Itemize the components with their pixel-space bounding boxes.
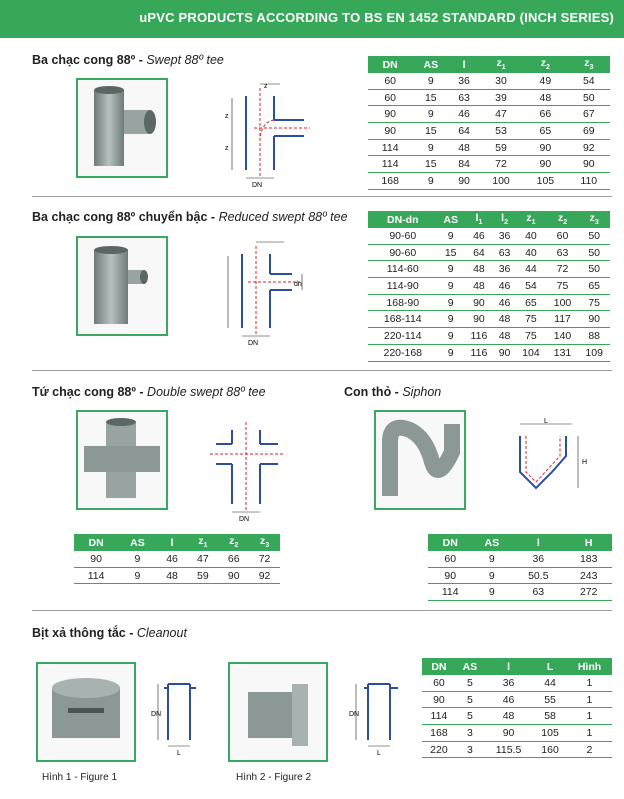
table-cell: 39: [479, 89, 523, 106]
table-header-row: [368, 211, 610, 228]
table-cell: 58: [533, 708, 567, 725]
table-cell: 5: [456, 675, 484, 691]
table-cell: 90: [464, 311, 494, 328]
table-row: [368, 73, 610, 89]
siphon-photo: [374, 410, 466, 510]
column-header: L: [533, 658, 567, 675]
column-header: $z_1$: [515, 211, 547, 228]
table-cell: 9: [438, 311, 464, 328]
table-row: [368, 228, 610, 244]
divider-3: [32, 610, 612, 611]
table-cell: 48: [494, 328, 515, 345]
table-cell: 114: [428, 584, 472, 601]
table-cell: 114-60: [368, 261, 438, 278]
table-cell: 105: [533, 725, 567, 742]
table-row: [368, 244, 610, 261]
table-cell: 109: [578, 344, 610, 361]
cleanout-figure2-diagram: [346, 676, 406, 756]
table-cell: 1: [567, 725, 612, 742]
table-cell: 114: [368, 156, 412, 173]
table-cell: 54: [515, 278, 547, 295]
column-header-subscript: 2: [563, 219, 568, 227]
table-cell: 36: [494, 261, 515, 278]
table-cell: 114: [422, 708, 456, 725]
table-cell: 50.5: [511, 567, 565, 584]
reduced-dn-upper-label: dn: [294, 281, 302, 288]
figure2-caption: Hình 2 - Figure 2: [236, 772, 312, 783]
column-header: $z_3$: [249, 534, 280, 551]
table-cell: 114-90: [368, 278, 438, 295]
table-cell: 220-114: [368, 328, 438, 345]
tee-title-vn: Ba chạc cong 88º -: [32, 53, 147, 67]
divider-2: [32, 370, 612, 371]
siphon-photo-image: [376, 412, 464, 508]
cleanout-title: [32, 626, 187, 640]
table-cell: 15: [412, 156, 449, 173]
table-cell: 9: [438, 344, 464, 361]
cleanout-figure2-image: [230, 664, 326, 760]
table-cell: 168-90: [368, 294, 438, 311]
table-cell: 60: [428, 551, 472, 567]
table-cell: 15: [438, 244, 464, 261]
table-cell: 47: [187, 551, 218, 567]
table-row: [422, 675, 612, 691]
cleanout-fig1-dn-label: DN: [151, 711, 162, 718]
table-cell: 36: [449, 73, 479, 89]
table-row: [368, 156, 610, 173]
table-cell: 3: [456, 741, 484, 758]
table-cell: 50: [578, 244, 610, 261]
table-row: [428, 551, 612, 567]
table-cell: 72: [479, 156, 523, 173]
table-row: [368, 173, 610, 190]
table-cell: 117: [547, 311, 579, 328]
table-cell: 168: [422, 725, 456, 742]
siphon-table: [428, 534, 612, 601]
table-cell: 168: [368, 173, 412, 190]
table-cell: 46: [494, 278, 515, 295]
table-row: [368, 89, 610, 106]
table-row: [368, 294, 610, 311]
table-cell: 50: [578, 228, 610, 244]
table-cell: 9: [412, 73, 449, 89]
figure1-caption: Hình 1 - Figure 1: [42, 772, 118, 783]
table-cell: 9: [438, 294, 464, 311]
column-header: $z_2$: [547, 211, 579, 228]
column-header: DN: [368, 56, 412, 73]
table-cell: 60: [547, 228, 579, 244]
table-cell: 54: [568, 73, 610, 89]
table-cell: 72: [547, 261, 579, 278]
table-cell: 44: [515, 261, 547, 278]
reduced-photo: [76, 236, 168, 336]
table-row: [368, 328, 610, 345]
siphon-title: [344, 385, 441, 399]
table-cell: 69: [568, 123, 610, 140]
column-header-subscript: 1: [501, 64, 506, 72]
table-row: [368, 261, 610, 278]
table-cell: 15: [412, 123, 449, 140]
table-cell: 75: [515, 311, 547, 328]
table-cell: 90: [449, 173, 479, 190]
table-cell: 60: [368, 73, 412, 89]
table-cell: 90: [218, 567, 249, 584]
table-cell: 30: [479, 73, 523, 89]
table-cell: 47: [479, 106, 523, 123]
reduced-title-en: Reduced swept 88º tee: [218, 210, 348, 224]
table-cell: 48: [464, 261, 494, 278]
table-cell: 48: [484, 708, 533, 725]
column-header: l: [449, 56, 479, 73]
table-row: [422, 691, 612, 708]
column-header: DN: [74, 534, 118, 551]
column-header: $l_2$: [494, 211, 515, 228]
table-cell: 46: [464, 228, 494, 244]
table-cell: 46: [484, 691, 533, 708]
table-cell: 9: [438, 261, 464, 278]
table-cell: 114: [368, 139, 412, 156]
table-cell: 65: [523, 123, 567, 140]
table-cell: 46: [449, 106, 479, 123]
column-header: $z_3$: [578, 211, 610, 228]
double-dn-label: DN: [239, 516, 250, 522]
double-diagram: [202, 412, 292, 522]
table-cell: 92: [568, 139, 610, 156]
double-photo: [76, 410, 168, 510]
table-cell: 2: [567, 741, 612, 758]
cleanout-title-vn: Bịt xả thông tắc -: [32, 626, 137, 640]
table-cell: 104: [515, 344, 547, 361]
table-row: [368, 278, 610, 295]
reduced-table: [368, 211, 610, 362]
table-header-row: [428, 534, 612, 551]
reduced-dn-label: DN: [248, 340, 259, 346]
table-cell: 44: [533, 675, 567, 691]
table-row: [428, 584, 612, 601]
table-row: [74, 551, 280, 567]
table-cell: 90: [368, 106, 412, 123]
table-cell: 272: [565, 584, 612, 601]
table-cell: 9: [412, 139, 449, 156]
table-cell: 48: [464, 278, 494, 295]
cleanout-figure1-image: [38, 664, 134, 760]
table-cell: 46: [157, 551, 188, 567]
table-cell: 100: [547, 294, 579, 311]
column-header: l: [484, 658, 533, 675]
cleanout-title-en: Cleanout: [136, 626, 187, 640]
header-title: uPVC PRODUCTS ACCORDING TO BS EN 1452 STANDARD (INCH SERIES): [139, 10, 614, 25]
table-cell: 1: [567, 708, 612, 725]
table-cell: 131: [547, 344, 579, 361]
table-header-row: [422, 658, 612, 675]
table-cell: 183: [565, 551, 612, 567]
siphon-title-vn: Con thỏ -: [344, 385, 403, 399]
double-title-vn: Tứ chạc cong 88º -: [32, 385, 148, 399]
table-cell: 9: [118, 551, 156, 567]
table-row: [422, 725, 612, 742]
column-header: $z_2$: [523, 56, 567, 73]
table-row: [422, 741, 612, 758]
tee-dn-label: DN: [252, 182, 263, 188]
column-header-subscript: 3: [594, 219, 599, 227]
column-header-subscript: 1: [203, 542, 208, 550]
table-cell: 5: [456, 691, 484, 708]
table-cell: 88: [578, 328, 610, 345]
table-cell: 90: [464, 294, 494, 311]
table-cell: 75: [578, 294, 610, 311]
tee-diagram: [224, 78, 314, 188]
tee-title: [32, 53, 224, 67]
table-cell: 63: [511, 584, 565, 601]
column-header-subscript: 3: [265, 542, 270, 550]
table-cell: 9: [412, 106, 449, 123]
column-header: DN: [422, 658, 456, 675]
divider-1: [32, 196, 612, 197]
reduced-title-vn: Ba chạc cong 88º chuyển bậc -: [32, 210, 219, 224]
column-header: l: [157, 534, 188, 551]
table-cell: 75: [547, 278, 579, 295]
table-cell: 90: [523, 139, 567, 156]
table-cell: 9: [472, 567, 511, 584]
reduced-diagram: [218, 236, 308, 346]
table-row: [368, 139, 610, 156]
table-cell: 72: [249, 551, 280, 567]
table-cell: 9: [438, 278, 464, 295]
column-header: Hình: [567, 658, 612, 675]
siphon-h-label: H: [582, 459, 588, 466]
double-title: [32, 385, 266, 399]
table-cell: 116: [464, 328, 494, 345]
column-header: $z_2$: [218, 534, 249, 551]
cleanout-fig2-l-label: L: [377, 750, 381, 756]
table-cell: 40: [515, 244, 547, 261]
table-cell: 60: [368, 89, 412, 106]
column-header: $z_1$: [479, 56, 523, 73]
column-header: AS: [472, 534, 511, 551]
table-cell: 9: [438, 228, 464, 244]
table-cell: 50: [568, 89, 610, 106]
table-cell: 64: [464, 244, 494, 261]
tee-photo-image: [78, 80, 166, 176]
column-header-subscript: 2: [546, 64, 550, 72]
table-row: [422, 708, 612, 725]
table-cell: 60: [422, 675, 456, 691]
column-header: l: [511, 534, 565, 551]
column-header-subscript: 1: [478, 219, 483, 227]
table-cell: 49: [523, 73, 567, 89]
table-cell: 90: [523, 156, 567, 173]
column-header: $z_1$: [187, 534, 218, 551]
tee-title-en: Swept 88º tee: [146, 53, 224, 67]
table-cell: 65: [578, 278, 610, 295]
table-cell: 9: [412, 173, 449, 190]
cleanout-figure1-diagram: [150, 676, 200, 756]
table-cell: 48: [449, 139, 479, 156]
table-cell: 220-168: [368, 344, 438, 361]
table-cell: 15: [412, 89, 449, 106]
table-cell: 1: [567, 691, 612, 708]
table-cell: 90: [494, 344, 515, 361]
table-cell: 64: [449, 123, 479, 140]
cleanout-fig1-l-label: L: [177, 750, 181, 756]
tee-z2-label: z: [264, 83, 268, 90]
column-header: $z_3$: [568, 56, 610, 73]
table-cell: 90: [484, 725, 533, 742]
table-cell: 90: [568, 156, 610, 173]
table-cell: 9: [438, 328, 464, 345]
table-cell: 110: [568, 173, 610, 190]
table-cell: 116: [464, 344, 494, 361]
table-cell: 84: [449, 156, 479, 173]
table-cell: 66: [523, 106, 567, 123]
table-cell: 9: [472, 551, 511, 567]
column-header: AS: [456, 658, 484, 675]
table-cell: 36: [494, 228, 515, 244]
table-cell: 9: [118, 567, 156, 584]
cleanout-figure2-photo: [228, 662, 328, 762]
table-cell: 75: [515, 328, 547, 345]
table-cell: 40: [515, 228, 547, 244]
column-header: DN-dn: [368, 211, 438, 228]
table-cell: 67: [568, 106, 610, 123]
table-cell: 59: [479, 139, 523, 156]
table-cell: 66: [218, 551, 249, 567]
table-row: [368, 106, 610, 123]
double-title-en: Double swept 88º tee: [147, 385, 266, 399]
table-cell: 105: [523, 173, 567, 190]
double-photo-image: [78, 412, 166, 508]
table-cell: 46: [494, 294, 515, 311]
table-cell: 92: [249, 567, 280, 584]
table-cell: 63: [547, 244, 579, 261]
table-row: [368, 123, 610, 140]
siphon-title-en: Siphon: [402, 385, 442, 399]
column-header: AS: [412, 56, 449, 73]
column-header-subscript: 1: [531, 219, 536, 227]
table-cell: 48: [523, 89, 567, 106]
column-header: AS: [118, 534, 156, 551]
siphon-l-label: L: [544, 418, 548, 425]
reduced-title: [32, 210, 348, 224]
table-row: [368, 344, 610, 361]
table-row: [368, 311, 610, 328]
table-cell: 3: [456, 725, 484, 742]
table-cell: 168-114: [368, 311, 438, 328]
cleanout-table: [422, 658, 612, 758]
table-cell: 90: [578, 311, 610, 328]
table-cell: 115.5: [484, 741, 533, 758]
table-cell: 1: [567, 675, 612, 691]
table-cell: 90: [368, 123, 412, 140]
cleanout-fig2-dn-label: DN: [349, 711, 360, 718]
table-cell: 36: [511, 551, 565, 567]
cleanout-figure1-photo: [36, 662, 136, 762]
table-cell: 53: [479, 123, 523, 140]
table-cell: 100: [479, 173, 523, 190]
table-cell: 90: [428, 567, 472, 584]
column-header: AS: [438, 211, 464, 228]
column-header-subscript: 3: [589, 64, 594, 72]
table-cell: 48: [494, 311, 515, 328]
table-cell: 90: [74, 551, 118, 567]
table-cell: 63: [449, 89, 479, 106]
tee-z3-label: z: [225, 145, 229, 152]
tee-z1-label: z: [225, 113, 229, 120]
table-cell: 63: [494, 244, 515, 261]
table-cell: 90-60: [368, 228, 438, 244]
table-cell: 90-60: [368, 244, 438, 261]
table-cell: 50: [578, 261, 610, 278]
table-cell: 220: [422, 741, 456, 758]
table-cell: 114: [74, 567, 118, 584]
table-cell: 65: [515, 294, 547, 311]
table-cell: 140: [547, 328, 579, 345]
column-header-subscript: 2: [504, 219, 508, 227]
table-row: [74, 567, 280, 584]
table-cell: 36: [484, 675, 533, 691]
table-header-row: [368, 56, 610, 73]
table-cell: 55: [533, 691, 567, 708]
table-cell: 59: [187, 567, 218, 584]
column-header: $l_1$: [464, 211, 494, 228]
column-header-subscript: 2: [234, 542, 239, 550]
tee-photo: [76, 78, 168, 178]
reduced-photo-image: [78, 238, 166, 334]
double-table: [74, 534, 280, 584]
column-header: H: [565, 534, 612, 551]
table-cell: 160: [533, 741, 567, 758]
siphon-diagram: [506, 416, 606, 506]
table-cell: 48: [157, 567, 188, 584]
table-cell: 5: [456, 708, 484, 725]
table-row: [428, 567, 612, 584]
table-cell: 9: [472, 584, 511, 601]
table-header-row: [74, 534, 280, 551]
tee-table: [368, 56, 610, 190]
column-header: DN: [428, 534, 472, 551]
table-cell: 243: [565, 567, 612, 584]
table-cell: 90: [422, 691, 456, 708]
page-header: [0, 0, 624, 38]
